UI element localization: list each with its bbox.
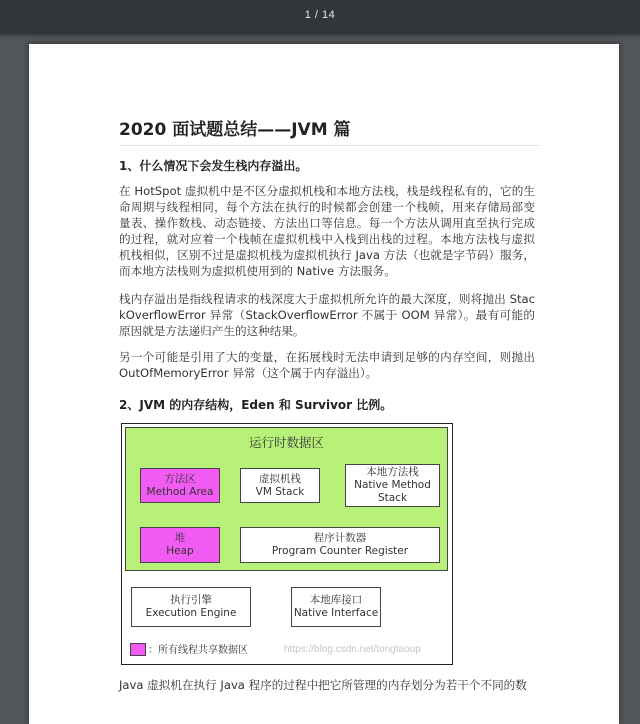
paragraph: Java 虚拟机在执行 Java 程序的过程中把它所管理的内存划分为若干个不同的数 — [119, 678, 527, 692]
box-label: 虚拟机栈 — [259, 472, 301, 485]
box-label: Method Area — [146, 485, 214, 498]
paragraph: 在 HotSpot 虚拟机中是不区分虚拟机栈和本地方法栈，栈是线程私有的，它的生命周期与线程相同，每个方法在执行的时候都会创建一个栈帧，用来存储局部变量表、操作数栈、动态链接、方法出口等信息。每一个方法从调用直至执行完成的过程，就对应着一个栈帧在虚拟机栈中入栈到出栈的过程。本地方法栈与虚拟机栈相似，区别不过是虚拟机栈为虚拟机执行 Java 方法（也就是字节码）服务，而本地方法栈则为虚拟机使用到的 Native 方法服务。 — [119, 184, 535, 278]
execution-engine-box — [131, 587, 251, 627]
paragraph: 另一个可能是引用了大的变量，在拓展栈时无法申请到足够的内存空间，则抛出 OutOfMemoryError 异常（这个属于内存溢出）。 — [119, 350, 535, 380]
box-label: Native Method — [354, 479, 431, 491]
native-interface-box — [291, 587, 381, 627]
box-label: Stack — [377, 492, 408, 504]
box-label: VM Stack — [255, 485, 305, 498]
box-label: 本地方法栈 — [366, 466, 419, 478]
box-label: 堆 — [174, 532, 186, 544]
page-indicator: 1 / 14 — [304, 9, 336, 21]
pdf-toolbar — [0, 0, 640, 34]
document-title: 2020 面试题总结——JVM 篇 — [119, 115, 539, 146]
legend-text: ：所有线程共享数据区 — [148, 645, 248, 656]
box-label: Program Counter Register — [271, 545, 409, 557]
program-counter-box — [240, 527, 440, 563]
runtime-area-title: 运行时数据区 — [248, 435, 324, 450]
vm-stack-box — [240, 468, 320, 503]
jvm-memory-diagram — [121, 423, 453, 665]
box-label: Heap — [166, 545, 194, 557]
box-label: 执行引擎 — [170, 594, 212, 606]
runtime-data-area — [125, 427, 448, 571]
watermark: https://blog.csdn.net/tongtaoup — [284, 644, 421, 655]
legend-swatch — [130, 643, 146, 656]
heap-box — [140, 527, 220, 563]
pdf-page — [29, 44, 619, 724]
native-method-stack-box — [345, 464, 440, 507]
section-1-heading: 1、什么情况下会发生栈内存溢出。 — [119, 159, 308, 173]
box-label: 本地库接口 — [309, 594, 363, 606]
box-label: Execution Engine — [145, 607, 237, 619]
paragraph: 栈内存溢出是指线程请求的栈深度大于虚拟机所允许的最大深度，则将抛出 StackOverflowError 异常（StackOverflowError 不属于 OOM 异常）。最有可能的原因就是方法递归产生的这种结果。 — [119, 292, 535, 338]
method-area-box — [140, 468, 220, 503]
section-2-heading: 2、JVM 的内存结构，Eden 和 Survivor 比例。 — [119, 398, 393, 412]
box-label: 方法区 — [164, 472, 196, 485]
box-label: Native Interface — [293, 607, 379, 619]
box-label: 程序计数器 — [313, 532, 367, 544]
